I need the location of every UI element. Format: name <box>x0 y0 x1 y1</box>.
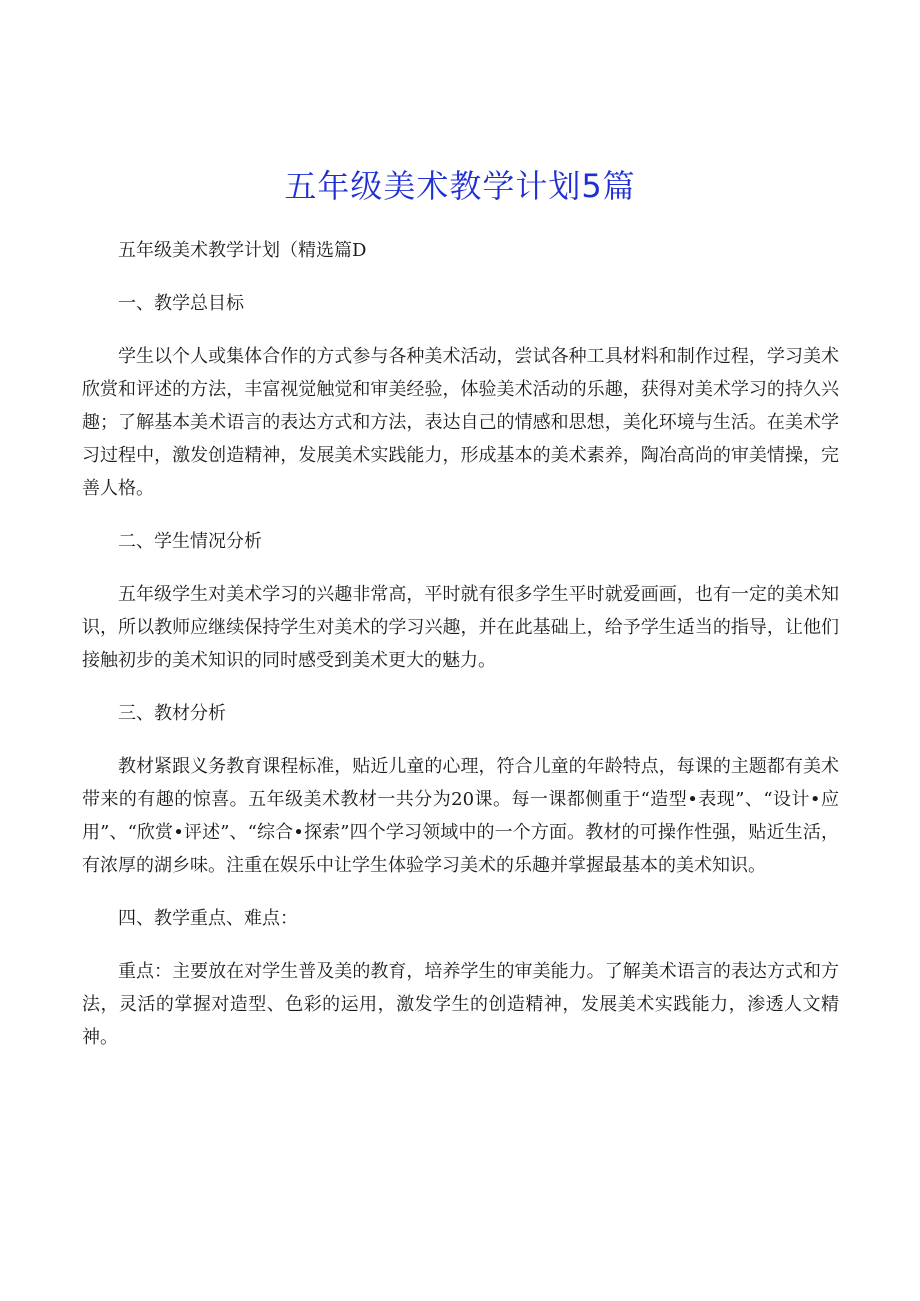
section-paragraph-textbook: 教材紧跟义务教育课程标准，贴近儿童的心理，符合儿童的年龄特点，每课的主题都有美术带来的有趣的惊喜。五年级美术教材一共分为20课。每一课都侧重于“造型•表现”、“设计•应用”、“欣赏•评述”、“综合•探索”四个学习领域中的一个方面。教材的可操作性强，贴近生活，有浓厚的湖乡味。注重在娱乐中让学生体验学习美术的乐趣并掌握最基本的美术知识。 <box>82 756 839 876</box>
section-paragraph-students: 五年级学生对美术学习的兴趣非常高，平时就有很多学生平时就爱画画，也有一定的美术知识，所以教师应继续保持学生对美术的学习兴趣，并在此基础上，给予学生适当的指导，让他们接触初步的美术知识的同时感受到美术更大的魅力。 <box>82 584 839 671</box>
document-subtitle: 五年级美术教学计划（精选篇D <box>118 240 367 261</box>
document-title: 五年级美术教学计划5篇 <box>284 167 636 205</box>
section-heading-goals: 一、教学总目标 <box>118 293 244 314</box>
section-heading-textbook: 三、教材分析 <box>118 703 226 724</box>
section-paragraph-key-points: 重点：主要放在对学生普及美的教育，培养学生的审美能力。了解美术语言的表达方式和方法，灵活的掌握对造型、色彩的运用，激发学生的创造精神，发展美术实践能力，渗透人文精神。 <box>82 961 839 1048</box>
section-heading-key-points: 四、教学重点、难点： <box>118 908 298 929</box>
document-body <box>82 234 839 1074</box>
section-heading-students: 二、学生情况分析 <box>118 531 262 552</box>
section-paragraph-goals: 学生以个人或集体合作的方式参与各种美术活动，尝试各种工具材料和制作过程，学习美术欣赏和评述的方法，丰富视觉触觉和审美经验，体验美术活动的乐趣，获得对美术学习的持久兴趣；了解基本美术语言的表达方式和方法，表达自己的情感和思想，美化环境与生活。在美术学习过程中，激发创造精神，发展美术实践能力，形成基本的美术素养，陶冶高尚的审美情操，完善人格。 <box>82 346 839 499</box>
